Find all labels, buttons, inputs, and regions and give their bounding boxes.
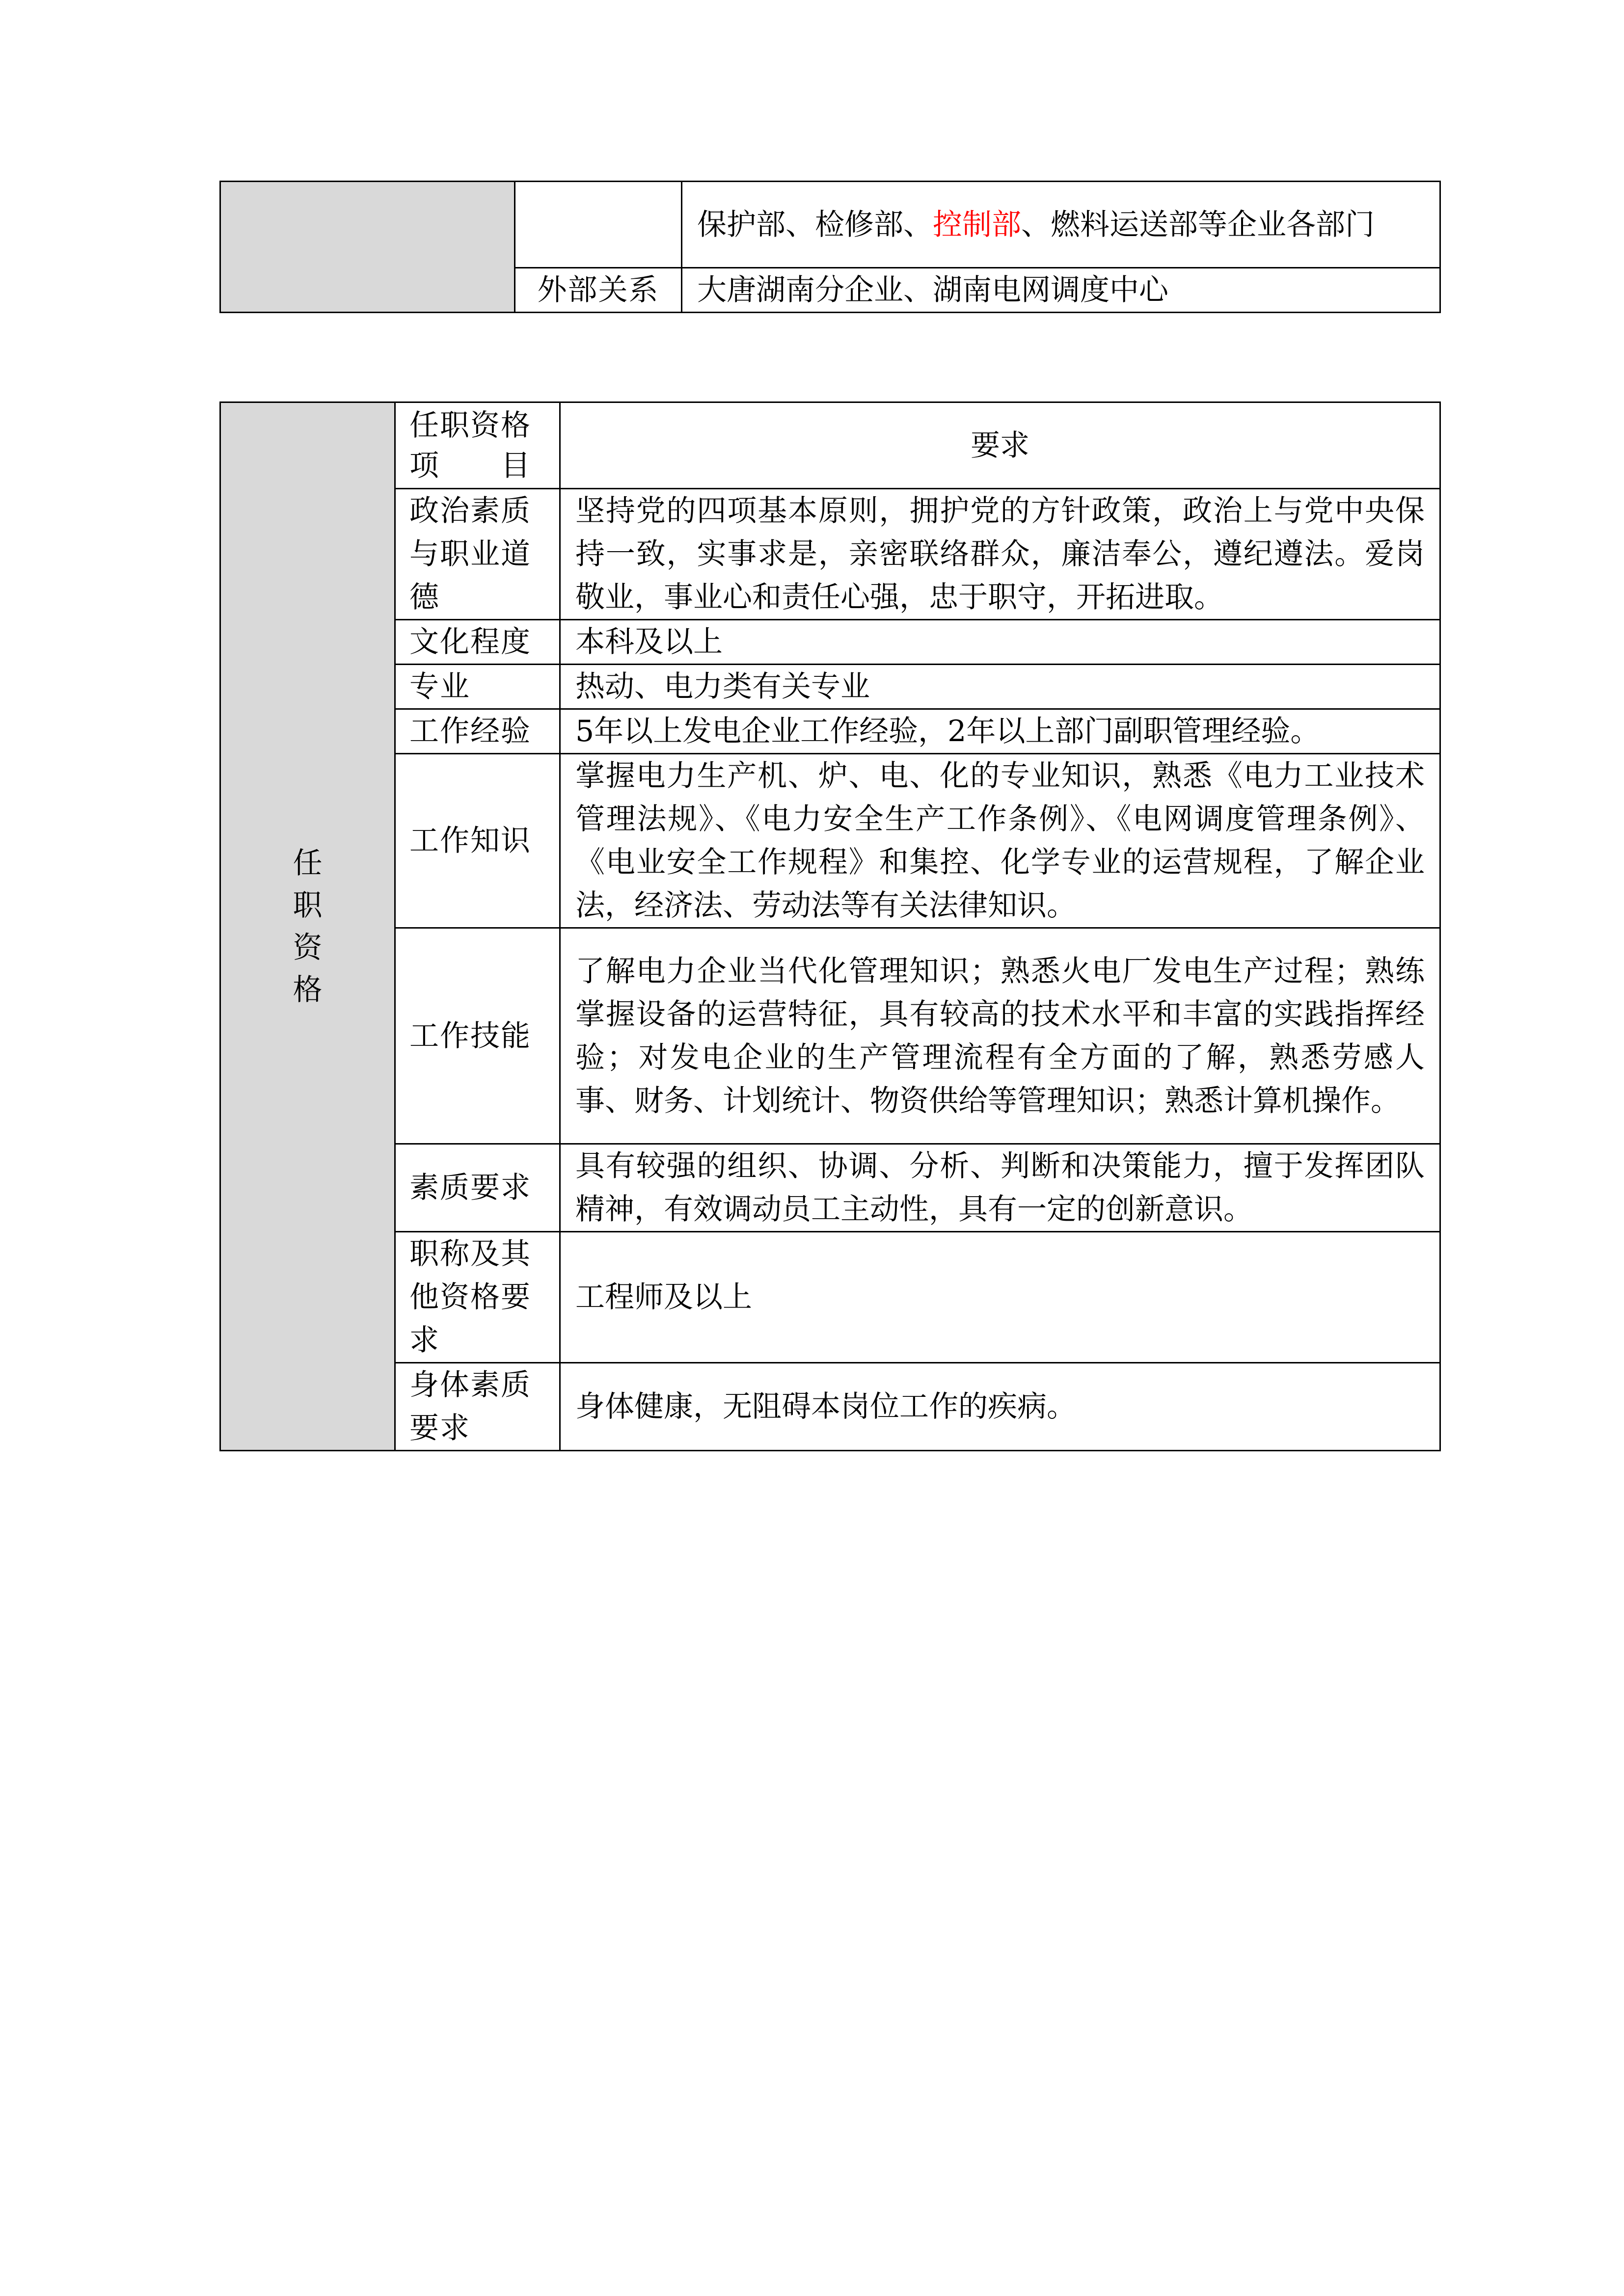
row-req-education: 本科及以上 [560,620,1440,665]
row-req-experience: 5年以上发电企业工作经验，2年以上部门副职管理经验。 [560,709,1440,754]
qualification-table [219,401,1441,1451]
row-item-title: 职称及其他资格要求 [395,1232,560,1363]
header-item: 任职资格 项 目 [395,402,560,489]
relations-table [219,181,1441,313]
row-item-major: 专业 [395,665,560,709]
internal-relation-text-b: 、燃料运送部等企业各部门 [1021,207,1375,242]
row-req-quality: 具有较强的组织、协调、分析、判断和决策能力，擅于发挥团队精神，有效调动员工主动性，具有一定的创新意识。 [560,1144,1440,1232]
row-item-quality: 素质要求 [395,1144,560,1232]
row-item-experience: 工作经验 [395,709,560,754]
row-item-education: 文化程度 [395,620,560,665]
internal-relation-value [682,182,1440,268]
external-relation-value: 大唐湖南分企业、湖南电网调度中心 [682,268,1440,313]
internal-relation-label-cell [515,182,682,268]
header-requirement: 要求 [560,402,1440,489]
internal-relation-text-a: 保护部、检修部、 [697,207,933,242]
internal-relation-highlight: 控制部 [933,207,1021,242]
row-req-title: 工程师及以上 [560,1232,1440,1363]
row-req-skills: 了解电力企业当代化管理知识；熟悉火电厂发电生产过程；熟练掌握设备的运营特征，具有较高的技术水平和丰富的实践指挥经验；对发电企业的生产管理流程有全方面的了解，熟悉劳感人事、财务、计划统计、物资供给等管理知识；熟悉计算机操作。 [560,928,1440,1144]
row-req-knowledge: 掌握电力生产机、炉、电、化的专业知识，熟悉《电力工业技术管理法规》、《电力安全生产工作条例》、《电网调度管理条例》、《电业安全工作规程》和集控、化学专业的运营规程，了解企业法，经济法、劳动法等有关法律知识。 [560,754,1440,928]
row-req-major: 热动、电力类有关专业 [560,665,1440,709]
relations-section-cell [220,182,515,313]
qualification-section-label: 任 职 资 格 [220,402,395,1451]
row-item-knowledge: 工作知识 [395,754,560,928]
row-req-health: 身体健康，无阻碍本岗位工作的疾病。 [560,1363,1440,1451]
row-item-politics: 政治素质与职业道德 [395,489,560,620]
row-item-health: 身体素质要求 [395,1363,560,1451]
row-item-skills: 工作技能 [395,928,560,1144]
row-req-politics: 坚持党的四项基本原则，拥护党的方针政策，政治上与党中央保持一致，实事求是，亲密联络群众，廉洁奉公，遵纪遵法。爱岗敬业，事业心和责任心强，忠于职守，开拓进取。 [560,489,1440,620]
external-relation-label: 外部关系 [515,268,682,313]
